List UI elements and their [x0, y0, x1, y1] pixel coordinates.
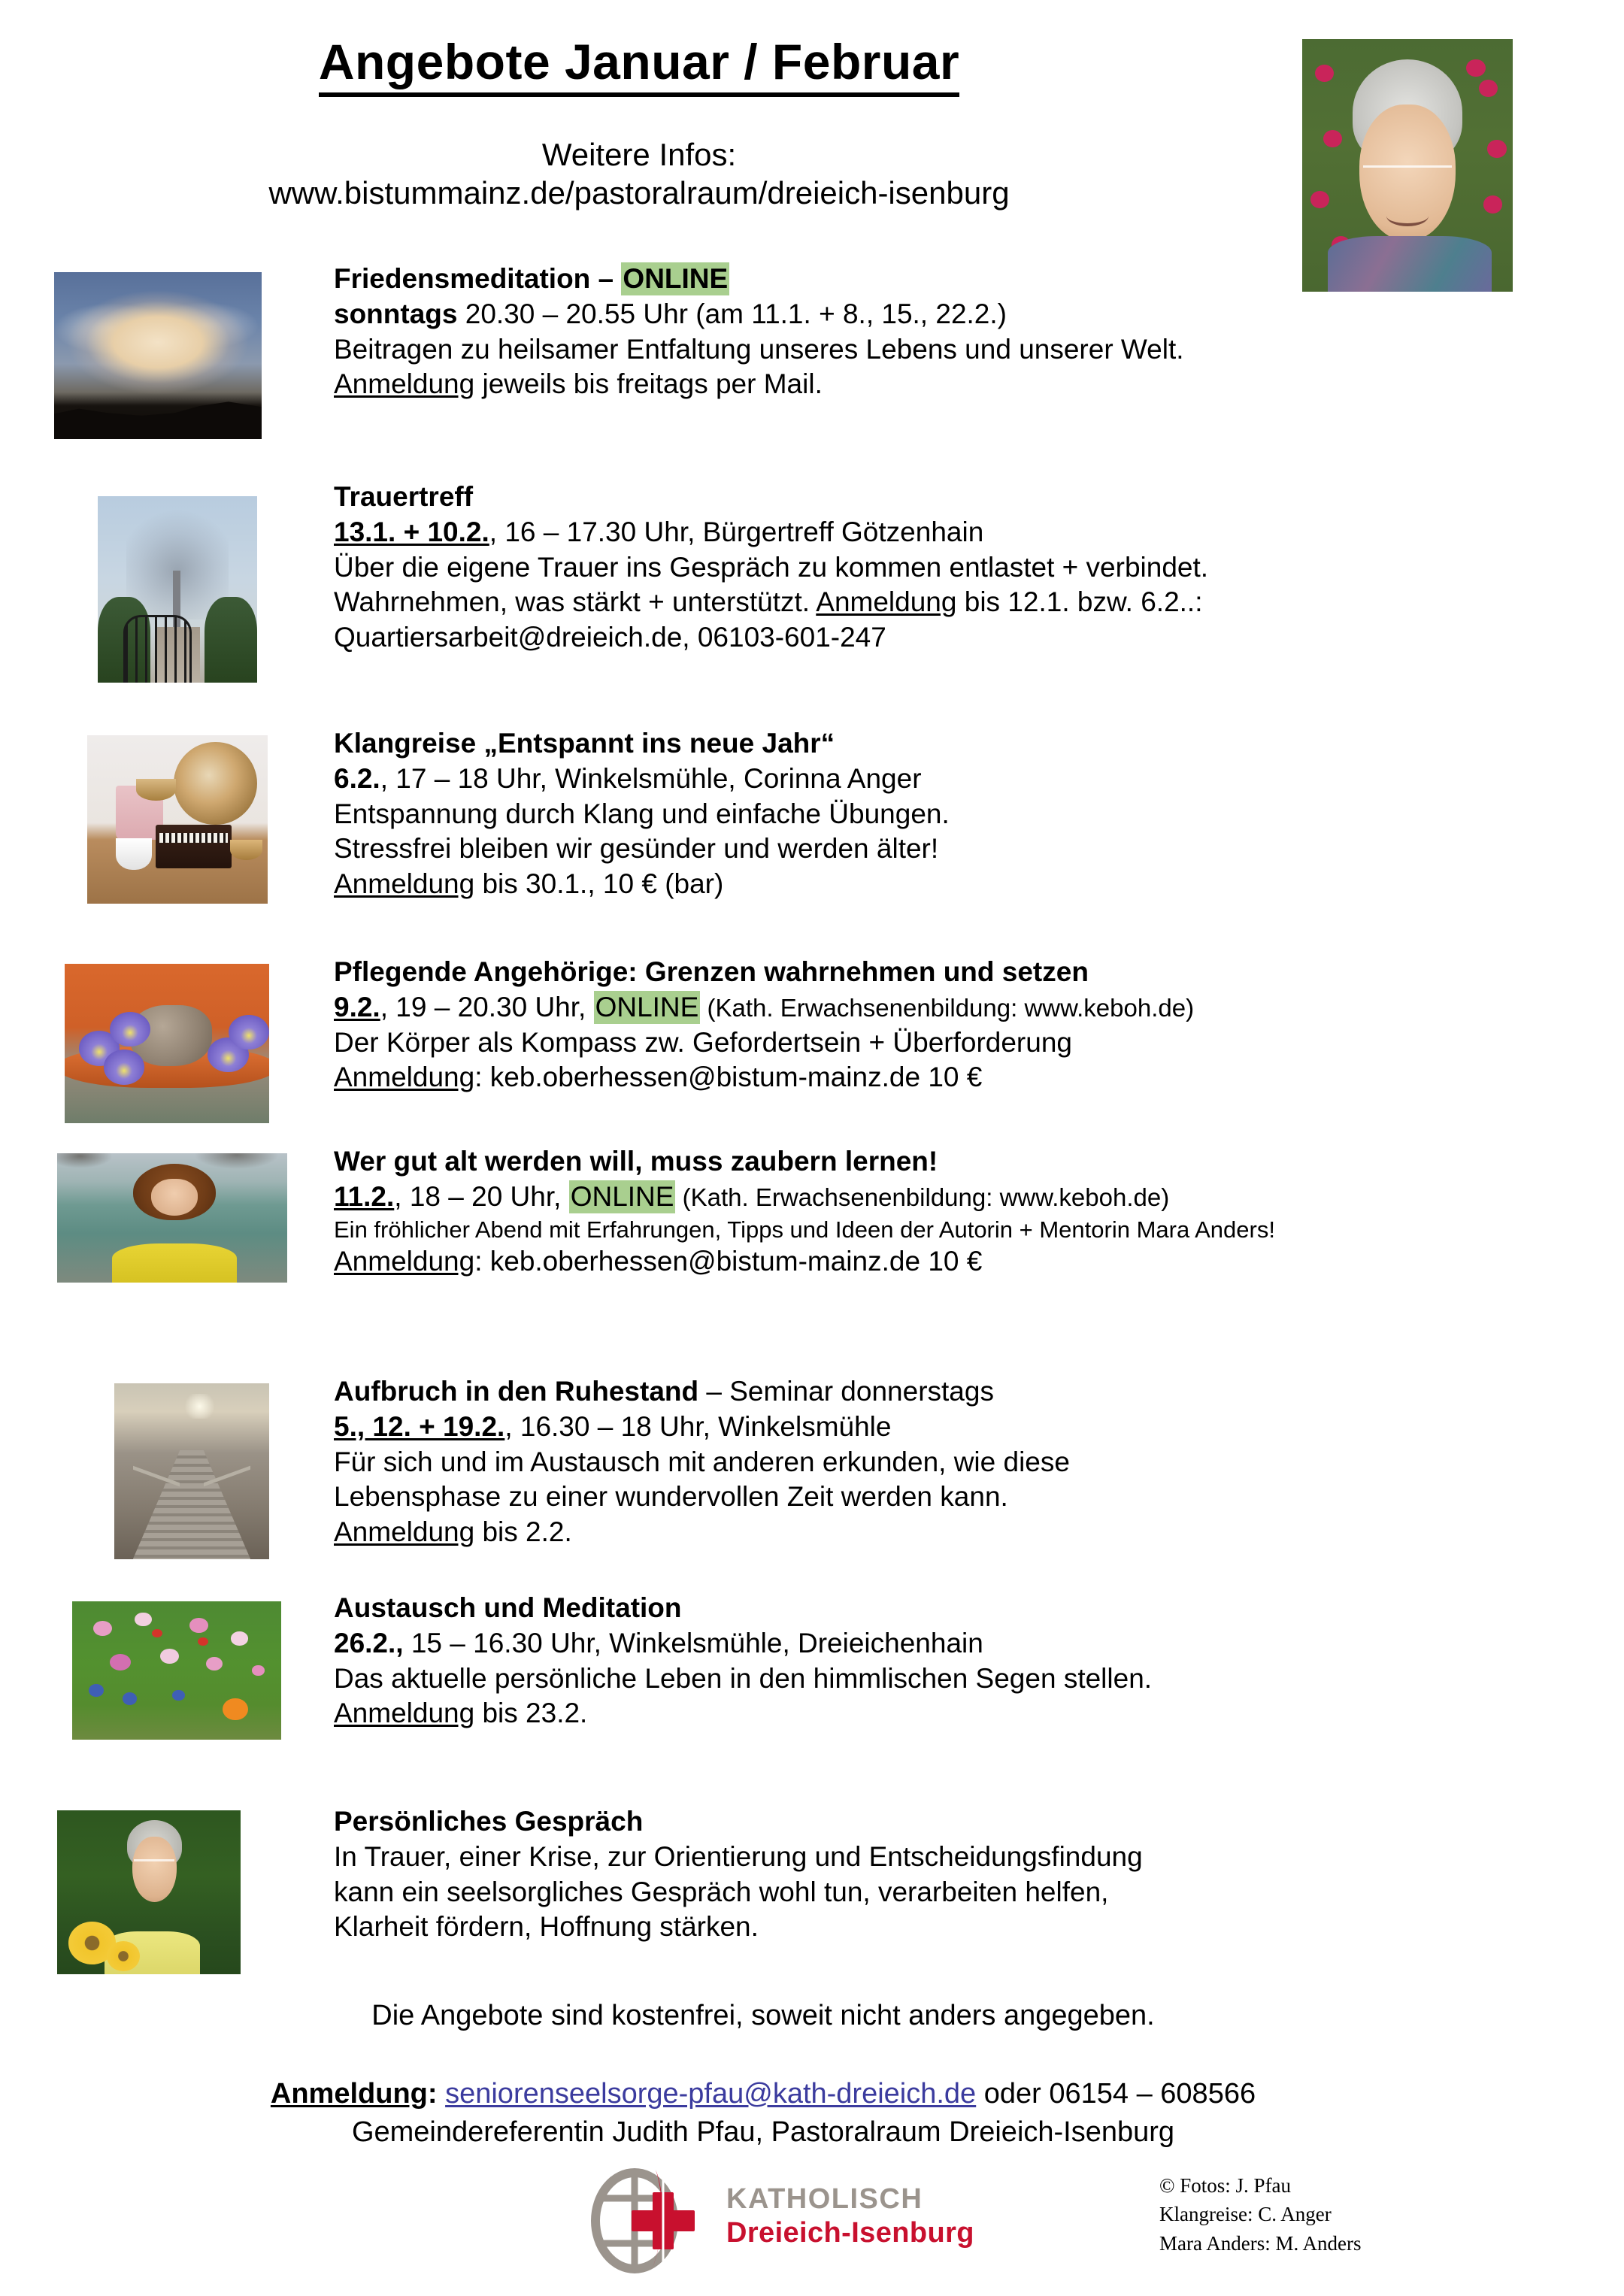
header-subtitle	[0, 135, 1278, 212]
credit-line-2: Klangreise: C. Anger	[1159, 2203, 1332, 2226]
anmeldung-label: Anmeldung	[334, 1698, 475, 1729]
footer-contact-person: Gemeindereferentin Judith Pfau, Pastoralraum Dreieich-Isenburg	[351, 2116, 1175, 2149]
entry-title: Aufbruch in den Ruhestand – Seminar donnerstags	[334, 1376, 994, 1407]
entry-line-3: kann ein seelsorgliches Gespräch wohl tun, verarbeiten helfen,	[334, 1876, 1109, 1907]
anmeldung-label: Anmeldung	[816, 586, 957, 618]
entry-line-4: Lebensphase zu einer wundervollen Zeit werden kann.	[334, 1481, 1008, 1513]
entry-line-4: Stressfrei bleiben wir gesünder und werden älter!	[334, 833, 939, 865]
page-title-text: Angebote Januar / Februar	[319, 34, 959, 97]
anmeldung-label: Anmeldung	[334, 868, 475, 900]
entry-line-3: Das aktuelle persönliche Leben in den himmlischen Segen stellen.	[334, 1662, 1153, 1694]
entry-line-2: In Trauer, einer Krise, zur Orientierung und Entscheidungsfindung	[334, 1840, 1143, 1872]
entry-line-4: Wahrnehmen, was stärkt + unterstützt. Anmeldung bis 12.1. bzw. 6.2..:	[334, 586, 1203, 618]
entry-title: Klangreise „Entspannt ins neue Jahr“	[334, 728, 835, 759]
photo-boardwalk	[114, 1383, 269, 1559]
entry-line-3: Über die eigene Trauer ins Gespräch zu kommen entlastet + verbindet.	[334, 551, 1209, 583]
logo-line-dreieich-isenburg: Dreieich-Isenburg	[726, 2216, 974, 2249]
contact-email-link[interactable]: seniorenseelsorge-pfau@kath-dreieich.de	[445, 2078, 977, 2110]
entry-title: Pflegende Angehörige: Grenzen wahrnehmen und setzen	[334, 956, 1089, 987]
entry-line-2: 5., 12. + 19.2., 16.30 – 18 Uhr, Winkelsmühle	[334, 1410, 892, 1442]
photo-sunset-cloud	[54, 272, 262, 439]
footer-note: Die Angebote sind kostenfrei, soweit nicht anders angegeben.	[371, 2000, 1155, 2031]
footer-contact-line: Anmeldung: seniorenseelsorge-pfau@kath-dreieich.de oder 06154 – 608566	[270, 2078, 1256, 2110]
photo-pansies-stone	[65, 964, 269, 1123]
entry-title: Trauertreff	[334, 481, 474, 512]
footer-contact	[0, 2075, 1526, 2152]
credit-line-3: Mara Anders: M. Anders	[1159, 2231, 1362, 2255]
entry-line-4: Anmeldung bis 23.2.	[334, 1698, 588, 1729]
entry-line-5: Quartiersarbeit@dreieich.de, 06103-601-247	[334, 622, 886, 653]
wheel-cross-icon	[586, 2165, 714, 2276]
entry-line-2: 13.1. + 10.2., 16 – 17.30 Uhr, Bürgertreff Götzenhain	[334, 516, 984, 547]
entry-line-5: Anmeldung bis 30.1., 10 € (bar)	[334, 868, 724, 900]
logo-line-katholisch: KATHOLISCH	[726, 2183, 923, 2215]
entry-line-2: 11.2., 18 – 20 Uhr, ONLINE (Kath. Erwachsenenbildung: www.keboh.de)	[334, 1180, 1170, 1212]
photo-credits	[1159, 2171, 1361, 2258]
photo-mara-anders-lake	[57, 1153, 287, 1283]
entry-line-4: Klarheit fördern, Hoffnung stärken.	[334, 1911, 759, 1943]
entry-line-2: 9.2., 19 – 20.30 Uhr, ONLINE (Kath. Erwachsenenbildung: www.keboh.de)	[334, 991, 1195, 1022]
entry-title: Friedensmeditation – ONLINE	[334, 263, 729, 294]
subtitle-website-url[interactable]: www.bistummainz.de/pastoralraum/dreieich-isenburg	[268, 175, 1010, 211]
entry-line-2: 26.2., 15 – 16.30 Uhr, Winkelsmühle, Dreieichenhain	[334, 1627, 983, 1658]
photo-judith-pfau-portrait	[1302, 39, 1513, 292]
entry-title: Austausch und Meditation	[334, 1592, 682, 1623]
entry-line-4: Anmeldung jeweils bis freitags per Mail.	[334, 368, 823, 400]
photo-cemetery-gate	[98, 496, 257, 683]
online-badge: ONLINE	[570, 1180, 674, 1212]
entry-line-3: Entspannung durch Klang und einfache Übungen.	[334, 798, 950, 829]
entry-line-3: Der Körper als Kompass zw. Gefordertsein + Überforderung	[334, 1026, 1072, 1058]
entry-line-4: Anmeldung: keb.oberhessen@bistum-mainz.de 10 €	[334, 1062, 983, 1093]
katholisch-dreieich-isenburg-logo	[586, 2165, 1007, 2276]
entry-title: Wer gut alt werden will, muss zaubern lernen!	[334, 1146, 938, 1177]
anmeldung-label: Anmeldung	[334, 1245, 475, 1277]
entry-line-2: sonntags 20.30 – 20.55 Uhr (am 11.1. + 8., 15., 22.2.)	[334, 298, 1007, 329]
credit-line-1: © Fotos: J. Pfau	[1159, 2174, 1292, 2197]
entry-line-3: Beitragen zu heilsamer Entfaltung unseres Lebens und unserer Welt.	[334, 333, 1184, 365]
online-badge: ONLINE	[595, 991, 699, 1022]
photo-gong-bowls	[87, 735, 268, 904]
page-title	[0, 33, 1278, 90]
logo-wordmark	[726, 2185, 974, 2249]
photo-judith-sunflowers	[57, 1810, 241, 1974]
anmeldung-label: Anmeldung	[334, 1062, 475, 1093]
entry-line-4: Anmeldung: keb.oberhessen@bistum-mainz.de 10 €	[334, 1245, 983, 1277]
portrait-image	[1302, 39, 1513, 292]
entry-line-5: Anmeldung bis 2.2.	[334, 1516, 572, 1548]
entry-line-3: Ein fröhlicher Abend mit Erfahrungen, Tipps und Ideen der Autorin + Mentorin Mara Anders!	[334, 1216, 1275, 1243]
entry-title: Persönliches Gespräch	[334, 1806, 644, 1837]
subtitle-line-1: Weitere Infos:	[541, 137, 737, 172]
photo-flower-meadow	[72, 1601, 281, 1740]
online-badge: ONLINE	[623, 263, 729, 294]
anmeldung-label: Anmeldung	[334, 1516, 475, 1548]
anmeldung-label: Anmeldung	[334, 368, 475, 400]
entry-line-3: Für sich und im Austausch mit anderen erkunden, wie diese	[334, 1446, 1070, 1477]
entry-line-2: 6.2., 17 – 18 Uhr, Winkelsmühle, Corinna Anger	[334, 762, 922, 794]
anmeldung-label: Anmeldung	[270, 2078, 428, 2110]
